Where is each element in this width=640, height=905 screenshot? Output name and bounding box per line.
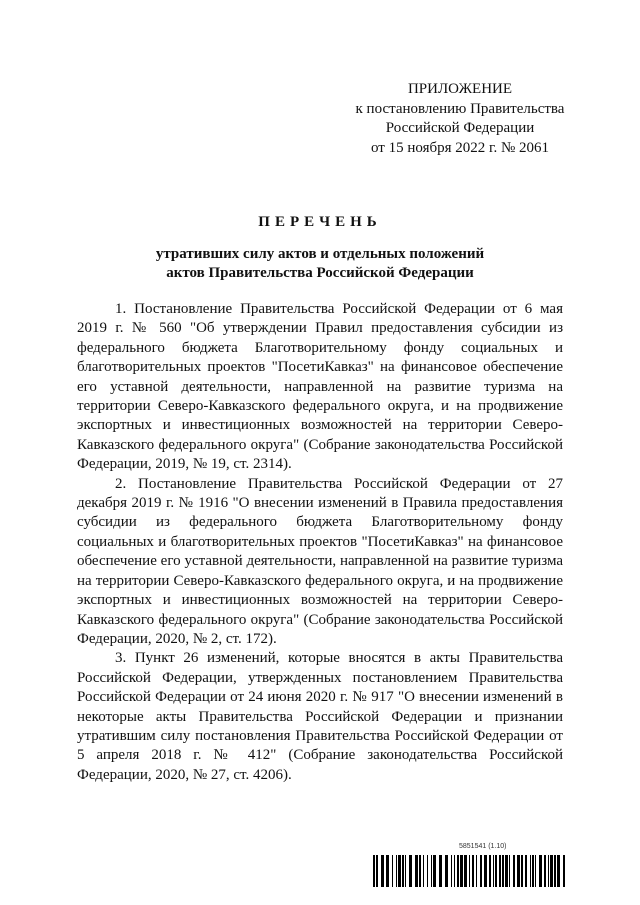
subtitle-line: актов Правительства Российской Федерации [166, 265, 474, 281]
appendix-date-number: от 15 ноября 2022 г. № 2061 [370, 139, 550, 156]
document-title: ПЕРЕЧЕНЬ [258, 214, 382, 230]
subtitle-line: утративших силу актов и отдельных положений [155, 246, 485, 262]
barcode-icon [373, 855, 565, 887]
barcode-area [373, 843, 565, 889]
title-block [0, 214, 640, 283]
document-body [77, 300, 563, 785]
list-item: 1. Постановление Правительства Российской Федерации от 6 мая 2019 г. № 560 "Об утверждении Правил предоставления субсидии из федерального бюджета Благотворительному фонду социальных и благотворительных проектов "ПосетиКавказ" на финансовое обеспечение его уставной деятельности, направленной на развитие туризма на территории Северо-Кавказского федерального округа, и на продвижение экспортных и инвестиционных возможностей на территории Северо-Кавказского федерального округа" (Собрание законодательства Российской Федерации, 2019, № 19, ст. 2314). [77, 301, 563, 473]
list-item: 2. Постановление Правительства Российской Федерации от 27 декабря 2019 г. № 1916 "О внесении изменений в Правила предоставления субсидии из федерального бюджета Благотворительному фонду социальных и благотворительных проектов "ПосетиКавказ" на финансовое обеспечение его уставной деятельности, направленной на развитие туризма на территории Северо-Кавказского федерального округа, и на продвижение экспортных и инвестиционных возможностей на территории Северо-Кавказского федерального округа" (Собрание законодательства Российской Федерации, 2020, № 2, ст. 172). [77, 475, 563, 647]
barcode-caption: 5851541 (1.10) [459, 843, 507, 850]
list-item: 3. Пункт 26 изменений, которые вносятся в акты Правительства Российской Федерации, утвержденных постановлением Правительства Российской Федерации от 24 июня 2020 г. № 917 "О внесении изменений в некоторые акты Правительства Российской Федерации и признании утратившим силу постановления Правительства Российской Федерации от 5 апреля 2018 г. № 412" (Собрание законодательства Российской Федерации, 2020, № 27, ст. 4206). [77, 650, 563, 783]
appendix-header [330, 80, 590, 158]
document-subtitle [0, 245, 640, 283]
appendix-title: ПРИЛОЖЕНИЕ [407, 81, 513, 97]
appendix-ref-line: к постановлению Правительства [355, 100, 565, 117]
appendix-ref-line: Российской Федерации [385, 120, 535, 136]
